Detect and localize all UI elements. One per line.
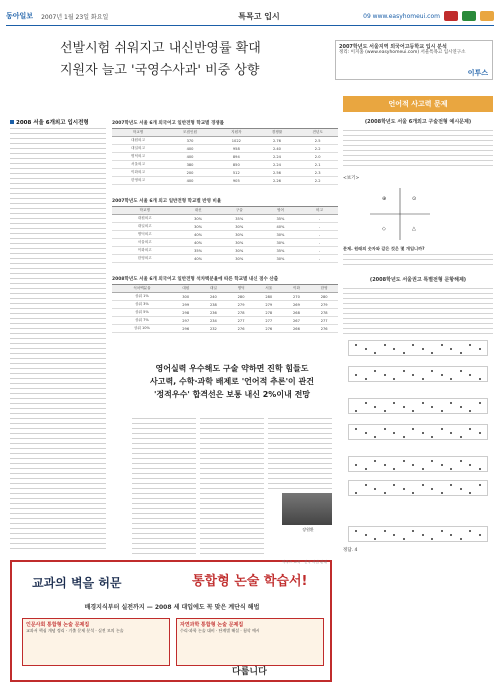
dot (355, 464, 357, 466)
table-cell: 279 (227, 301, 255, 309)
table-header-cell: 석차백분율 (112, 285, 172, 293)
table-cell: 40% (177, 239, 218, 247)
dot (393, 534, 395, 536)
table-cell: 40% (260, 223, 301, 231)
table-row (112, 309, 338, 317)
pull-quote-line-2: 사고력, 수학·과학 배제로 '언어적 추론'이 관건 (149, 377, 314, 386)
ad-headline-2: 통합형 논술 학습서! (192, 574, 308, 589)
dot (460, 488, 462, 490)
braille-row (348, 456, 488, 472)
table-cell: 2.24 (257, 153, 298, 161)
dot (384, 492, 386, 494)
table-cell: 2.26 (257, 177, 298, 185)
dot (441, 428, 443, 430)
author-photo (282, 493, 332, 525)
table-cell: 한영외고 (112, 255, 177, 263)
issue-date: 2007년 1월 23일 화요일 (41, 13, 109, 21)
header-rule (6, 25, 494, 26)
article-title: 2008 서울 6개외고 입시전형 (10, 118, 89, 126)
table-cell: 서울외고 (112, 161, 164, 169)
table-cell: 238 (200, 301, 228, 309)
table-row (112, 177, 338, 185)
dot (460, 352, 462, 354)
ad-book-box-2[interactable] (176, 618, 324, 666)
table-header-cell: 내신 (177, 207, 218, 215)
table-cell: 2.76 (257, 137, 298, 145)
dot (450, 348, 452, 350)
table-cell: - (301, 215, 338, 223)
bullet-square-icon (10, 120, 14, 124)
table-cell: 298 (172, 309, 200, 317)
dot (441, 464, 443, 466)
svg-text:△: △ (412, 226, 416, 232)
sidebar-subtitle-1: (2008학년도 서울 6개외고 구술전형 예시문제) (364, 119, 472, 125)
table-cell: 대일외고 (112, 223, 177, 231)
dot (479, 534, 481, 536)
table-ratio (112, 198, 338, 263)
table-row (112, 231, 338, 239)
table-cell: 299 (172, 301, 200, 309)
table-cell: 278 (310, 309, 338, 317)
braille-row (348, 340, 488, 356)
table-cell: 277 (310, 317, 338, 325)
ad-book-text-1: 교과서 핵심 개념 정리 · 기출 문제 분석 · 실전 모의 논술 (26, 628, 124, 633)
table-row (112, 247, 338, 255)
dot (403, 370, 405, 372)
dot (431, 460, 433, 462)
dot (384, 464, 386, 466)
table-caption: 2008학년도 서울 6개 외국어고 일반전형 석차백분율에 따른 학교별 내신 점수 산출 (112, 277, 279, 282)
badge-red (444, 11, 458, 21)
dot (422, 432, 424, 434)
table-header-cell: 영어 (260, 207, 301, 215)
dot (412, 344, 414, 346)
dot (374, 370, 376, 372)
sidebar-heading: 언어적 사고력 문제 (343, 96, 493, 112)
table-cell: 270 (283, 293, 311, 301)
info-box (335, 40, 493, 80)
table-cell: 280 (227, 293, 255, 301)
table-cell: 대일외고 (112, 145, 164, 153)
brand-logo: 동아일보 (6, 12, 34, 20)
dot (441, 344, 443, 346)
table-cell: 30% (177, 223, 218, 231)
photo-caption: 장원환 (302, 527, 314, 532)
table-cell: 30% (260, 231, 301, 239)
table-header-cell: 모집인원 (164, 129, 216, 137)
table-cell: 2.1 (297, 161, 338, 169)
dot (374, 488, 376, 490)
dot (403, 460, 405, 462)
dot (431, 538, 433, 540)
table-cell: 276 (227, 325, 255, 333)
ad-footer: 다룹니다 (232, 667, 267, 677)
table-cell: 35% (177, 247, 218, 255)
sidebar-answer: 정답. 4 (343, 548, 358, 553)
table-row (112, 169, 338, 177)
dot (422, 534, 424, 536)
braille-row (348, 480, 488, 496)
table-cell: 2.24 (257, 161, 298, 169)
dot (479, 484, 481, 486)
article-column-4 (268, 418, 332, 490)
dot (431, 406, 433, 408)
dot (431, 436, 433, 438)
dot (469, 374, 471, 376)
dot (450, 484, 452, 486)
table-cell: 280 (310, 293, 338, 301)
table-row (112, 239, 338, 247)
dot (412, 410, 414, 412)
table-row (112, 293, 338, 301)
dot (393, 402, 395, 404)
table-header-cell: 전년도 (297, 129, 338, 137)
dot (460, 370, 462, 372)
dot (469, 428, 471, 430)
table-row (112, 215, 338, 223)
table-cell: 2.0 (297, 153, 338, 161)
table-cell: 905 (216, 177, 257, 185)
dot (393, 348, 395, 350)
table-cell: 한영외고 (112, 177, 164, 185)
braille-row (348, 366, 488, 382)
table-cell: 1022 (216, 137, 257, 145)
dot (355, 344, 357, 346)
dot (450, 432, 452, 434)
table-cell: 380 (164, 161, 216, 169)
pull-quote (132, 362, 332, 401)
table-cell: - (301, 247, 338, 255)
table-cell: - (301, 255, 338, 263)
section-title: 특목고 입시 (238, 11, 280, 21)
dot (355, 374, 357, 376)
table-cell: 276 (255, 325, 283, 333)
headline-line-2: 지원자 늘고 '국영수사과' 비중 상향 (60, 63, 260, 78)
sidebar-subtitle-2: (2008학년도 서울권고 특별전형 문항해제) (369, 277, 467, 283)
dot (384, 374, 386, 376)
dot (365, 348, 367, 350)
dot (384, 530, 386, 532)
table-header-cell: 학교명 (112, 207, 177, 215)
table-row (112, 161, 338, 169)
table-cell: 850 (216, 161, 257, 169)
table-cell: 30% (219, 247, 260, 255)
table-header-cell: 이화 (283, 285, 311, 293)
dot (422, 484, 424, 486)
dot (422, 402, 424, 404)
table-cell: 상위 5% (112, 309, 172, 317)
dot (460, 436, 462, 438)
table-cell: 40% (177, 255, 218, 263)
dot (384, 428, 386, 430)
table-cell: 277 (255, 317, 283, 325)
dot (460, 406, 462, 408)
dot (355, 530, 357, 532)
dot (365, 378, 367, 380)
info-box-title: 2007학년도 서울지역 외국어고등학교 입시 분석 (339, 44, 447, 50)
sidebar-label-a: <보기> (343, 176, 360, 181)
dot (393, 378, 395, 380)
dot (450, 468, 452, 470)
table-cell: 30% (219, 223, 260, 231)
dot (403, 352, 405, 354)
article-column-3 (200, 418, 264, 554)
table-header-cell: 서울 (255, 285, 283, 293)
dot (441, 374, 443, 376)
table-row (112, 317, 338, 325)
headline (60, 38, 330, 82)
table-cell: 30% (219, 231, 260, 239)
dot (441, 492, 443, 494)
table-cell: 2.2 (297, 177, 338, 185)
advertisement[interactable] (10, 560, 332, 682)
ad-strip: 이투스 교육 · 전국 서점 판매 (281, 560, 327, 564)
table-cell: 268 (283, 309, 311, 317)
braille-row (348, 424, 488, 440)
table-cell: 35% (260, 247, 301, 255)
cross-grid-figure (360, 188, 440, 240)
table-cell: - (301, 223, 338, 231)
braille-row (348, 526, 488, 542)
sidebar-question: 문제. 원래의 숫자와 같은 것은 몇 개입니까? (343, 246, 425, 251)
dot (374, 436, 376, 438)
ad-book-title-1: 인문사회 통합형 논술 문제집 (26, 622, 90, 628)
table-cell: 2.56 (257, 169, 298, 177)
sidebar-text-2 (343, 288, 493, 336)
table-cell: 상위 3% (112, 301, 172, 309)
table-cell: 2.3 (297, 169, 338, 177)
table-header-cell: 대일 (200, 285, 228, 293)
table-competition (112, 120, 338, 185)
table-cell: 명덕외고 (112, 153, 164, 161)
svg-text:⊕: ⊕ (382, 196, 387, 202)
dot (365, 484, 367, 486)
article-column-1 (10, 128, 106, 553)
braille-row (348, 398, 488, 414)
table-cell: 2.5 (297, 137, 338, 145)
table-cell: 400 (164, 145, 216, 153)
dot (412, 428, 414, 430)
table-cell: 30% (260, 239, 301, 247)
dot (412, 374, 414, 376)
table-cell: 상위 1% (112, 293, 172, 301)
dot (479, 432, 481, 434)
dot (431, 488, 433, 490)
table-cell: 370 (164, 137, 216, 145)
table-cell: 269 (283, 301, 311, 309)
page-number: 09 www.easyhomeui.com (363, 12, 440, 20)
table-row (112, 137, 338, 145)
headline-line-1: 선발시험 쉬워지고 내신반영률 확대 (60, 41, 261, 56)
table-cell: 300 (172, 293, 200, 301)
table-cell: 280 (255, 293, 283, 301)
dot (374, 352, 376, 354)
table-cell: 명덕외고 (112, 231, 177, 239)
table-cell: 296 (172, 325, 200, 333)
ad-headline-1: 교과의 벽을 허문 (32, 576, 122, 590)
dot (479, 468, 481, 470)
dot (460, 460, 462, 462)
table-row (112, 255, 338, 263)
table-cell: 대원외고 (112, 215, 177, 223)
table-row (112, 301, 338, 309)
dot (374, 460, 376, 462)
svg-text:⊙: ⊙ (412, 196, 417, 202)
dot (479, 402, 481, 404)
table-header-cell: 명덕 (227, 285, 255, 293)
badge-orange (480, 11, 494, 21)
dot (450, 402, 452, 404)
dot (412, 464, 414, 466)
masthead (6, 8, 494, 24)
table-cell: 894 (216, 153, 257, 161)
table-header-cell: 경쟁률 (257, 129, 298, 137)
table-cell: 958 (216, 145, 257, 153)
table-cell: 대원외고 (112, 137, 164, 145)
table-cell: 236 (200, 309, 228, 317)
dot (374, 406, 376, 408)
dot (403, 538, 405, 540)
dot (374, 538, 376, 540)
ad-tagline: 배경지식부터 실전까지 — 2008 세 대입에도 꼭 맞은 계단식 해법 (84, 604, 260, 611)
table-cell: 297 (172, 317, 200, 325)
dot (469, 410, 471, 412)
info-box-text: 정리: 이지홈 (www.easyhomeui.com) 서울특목고 입시연구소 (339, 50, 466, 55)
dot (384, 410, 386, 412)
dot (479, 348, 481, 350)
dot (469, 530, 471, 532)
dot (431, 352, 433, 354)
table-row (112, 153, 338, 161)
dot (393, 432, 395, 434)
dot (384, 344, 386, 346)
table-cell: 30% (219, 239, 260, 247)
table-cell: 277 (227, 317, 255, 325)
table-cell: 200 (164, 169, 216, 177)
dot (365, 468, 367, 470)
table-caption: 2007학년도 서울 6개 외국어고 일반전형 학교별 경쟁률 (112, 121, 224, 126)
table-header-cell: 한영 (310, 285, 338, 293)
dot (469, 344, 471, 346)
table-cell: 267 (283, 317, 311, 325)
dot (355, 492, 357, 494)
table-cell: 서울외고 (112, 239, 177, 247)
dot (422, 348, 424, 350)
table-cell: 30% (219, 255, 260, 263)
table-cell: 30% (177, 215, 218, 223)
sidebar-choices (343, 254, 493, 268)
sidebar-text-1 (343, 130, 493, 170)
table-header-cell: 비고 (301, 207, 338, 215)
table-cell: 이화외고 (112, 247, 177, 255)
table-header-cell: 대원 (172, 285, 200, 293)
dot (469, 492, 471, 494)
dot (393, 484, 395, 486)
table-cell: 2.40 (257, 145, 298, 153)
table-cell: 234 (200, 317, 228, 325)
table-cell: 상위 10% (112, 325, 172, 333)
pull-quote-line-1: 영어실력 우수해도 구술 약하면 진학 힘들도 (155, 364, 309, 373)
badge-green (462, 11, 476, 21)
dot (422, 378, 424, 380)
table-header-cell: 구술 (219, 207, 260, 215)
table-cell: 279 (255, 301, 283, 309)
table-row (112, 145, 338, 153)
table-cell: 400 (164, 153, 216, 161)
dot (365, 534, 367, 536)
dot (441, 410, 443, 412)
ad-book-title-2: 자연과학 통합형 논술 문제집 (180, 622, 244, 628)
table-cell: - (301, 231, 338, 239)
dot (365, 402, 367, 404)
table-cell: 266 (283, 325, 311, 333)
dot (450, 534, 452, 536)
table-row (112, 325, 338, 333)
table-cell: 240 (200, 293, 228, 301)
table-cell: 232 (200, 325, 228, 333)
table-caption: 2007학년도 서울 6개 외고 일반전형 학교별 반영 비율 (112, 199, 222, 204)
table-cell: 276 (310, 325, 338, 333)
dot (469, 464, 471, 466)
ad-book-text-2: 수리·과학 논술 대비 · 단계별 해설 · 첨삭 예시 (180, 628, 260, 633)
dot (355, 428, 357, 430)
table-cell: 278 (255, 309, 283, 317)
data-table (112, 128, 338, 185)
svg-text:◇: ◇ (382, 226, 386, 232)
table-cell: 30% (260, 255, 301, 263)
dot (460, 538, 462, 540)
table-cell: 278 (227, 309, 255, 317)
dot (412, 530, 414, 532)
table-cell: 상위 7% (112, 317, 172, 325)
table-cell: 40% (177, 231, 218, 239)
dot (393, 468, 395, 470)
table-cell: - (301, 239, 338, 247)
dot (422, 468, 424, 470)
table-cell: 2.2 (297, 145, 338, 153)
dot (412, 492, 414, 494)
dot (403, 488, 405, 490)
ad-book-box-1[interactable] (22, 618, 170, 666)
dot (355, 410, 357, 412)
page-meta (363, 11, 494, 21)
table-cell: 279 (310, 301, 338, 309)
table-cell: 35% (260, 215, 301, 223)
table-header-cell: 학교명 (112, 129, 164, 137)
data-table (112, 206, 338, 263)
table-cell: 512 (216, 169, 257, 177)
table-cell: 35% (219, 215, 260, 223)
data-table (112, 284, 338, 333)
table-header-cell: 지원자 (216, 129, 257, 137)
pull-quote-line-3: '정적우수' 합격선은 보통 내신 2%이내 전망 (153, 390, 311, 399)
dot (479, 378, 481, 380)
dot (403, 406, 405, 408)
dot (403, 436, 405, 438)
dot (431, 370, 433, 372)
dot (450, 378, 452, 380)
dot (441, 530, 443, 532)
table-cell: 이화외고 (112, 169, 164, 177)
table-score (112, 276, 338, 333)
dot (365, 432, 367, 434)
table-row (112, 223, 338, 231)
publisher-logo: 이투스 (467, 69, 488, 77)
article-column-2 (132, 418, 196, 554)
table-cell: 400 (164, 177, 216, 185)
